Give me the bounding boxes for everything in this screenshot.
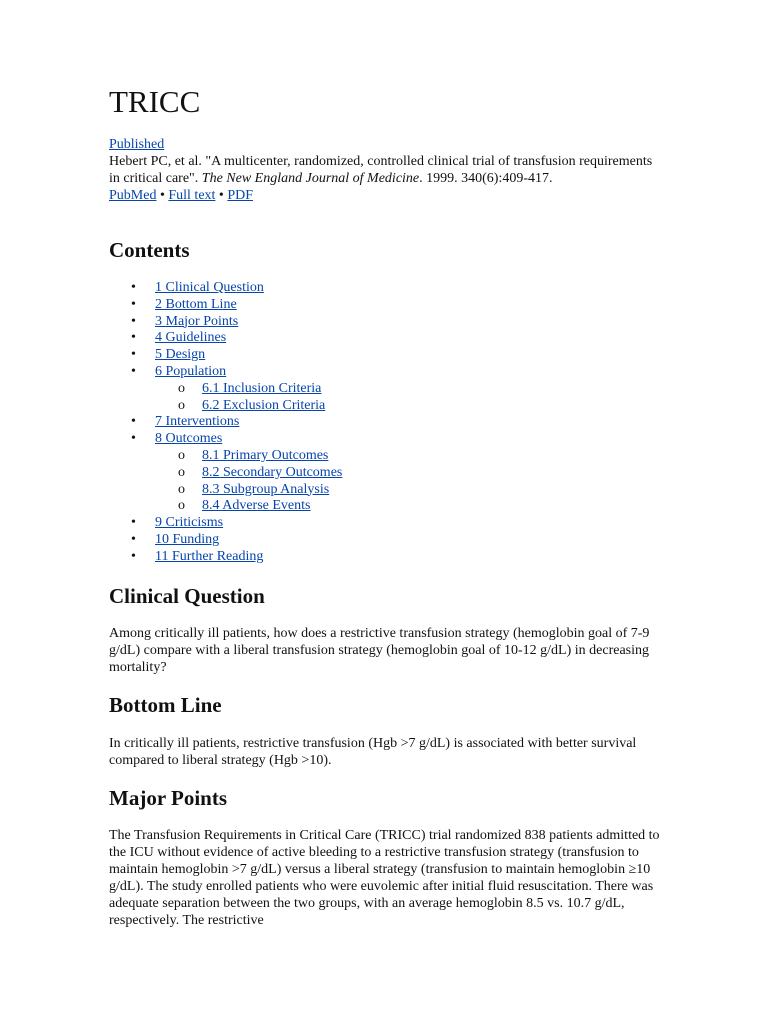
- toc-link[interactable]: 8.1 Primary Outcomes: [202, 447, 329, 463]
- page-title: TRICC: [109, 84, 201, 119]
- toc-link[interactable]: 6.1 Inclusion Criteria: [202, 380, 322, 396]
- bottom-line-heading: Bottom Line: [109, 693, 222, 717]
- toc-item: [109, 330, 342, 347]
- major-points-text: The Transfusion Requirements in Critical Care (TRICC) trial randomized 838 patients admitted to the ICU without evidence of active bleeding to a restrictive transfusion strategy (transfusion to maintain hemoglobin >7 g/dL) versus a liberal strategy (transfusion to maintain hemoglobin ≥10 g/dL). The study enrolled patients who were euvolemic after initial fluid resuscitation. There was adequate separation between the two groups, with an average hemoglobin 8.5 vs. 10.7 g/dL, respectively. The restrictive: [109, 828, 660, 928]
- toc-bullet: •: [131, 313, 136, 329]
- toc-subitem: [109, 398, 342, 415]
- toc-sub-bullet: o: [178, 380, 185, 396]
- toc-link[interactable]: 5 Design: [155, 347, 206, 363]
- citation-block: [109, 136, 664, 204]
- toc-sub-bullet: o: [178, 498, 185, 514]
- toc-bullet: •: [131, 414, 136, 430]
- link-separator: •: [156, 188, 169, 203]
- toc-item: [109, 414, 342, 431]
- major-points-section: [109, 827, 664, 929]
- citation-details: . 1999. 340(6):409-417.: [419, 171, 553, 186]
- toc-link[interactable]: 3 Major Points: [155, 313, 239, 329]
- citation-authors-title: Hebert PC, et al. "A multicenter, randomized, controlled clinical trial of transfusion requirements in critical care".: [109, 154, 653, 186]
- toc-item: [109, 314, 342, 331]
- fulltext-link[interactable]: Full text: [168, 188, 216, 203]
- toc-sub-bullet: o: [178, 397, 185, 413]
- bottom-line-text: In critically ill patients, restrictive transfusion (Hgb >7 g/dL) is associated with better survival compared to liberal strategy (Hgb >10).: [109, 736, 637, 768]
- toc-item: [109, 532, 342, 549]
- toc-subitem: [109, 482, 342, 499]
- toc-bullet: •: [131, 330, 136, 346]
- toc-link[interactable]: 4 Guidelines: [155, 330, 227, 346]
- toc-item: [109, 431, 342, 448]
- contents-heading: Contents: [109, 238, 190, 262]
- toc-bullet: •: [131, 531, 136, 547]
- clinical-question-section: [109, 625, 664, 676]
- major-points-heading: Major Points: [109, 786, 228, 810]
- toc-link[interactable]: 1 Clinical Question: [155, 280, 264, 295]
- toc-link[interactable]: 8.2 Secondary Outcomes: [202, 464, 343, 480]
- toc-link[interactable]: 8.3 Subgroup Analysis: [202, 481, 330, 497]
- toc-bullet: •: [131, 515, 136, 531]
- publication-links: [109, 187, 664, 204]
- pdf-link[interactable]: PDF: [227, 188, 254, 203]
- clinical-question-heading: Clinical Question: [109, 584, 265, 608]
- toc-link[interactable]: 8 Outcomes: [155, 431, 223, 447]
- toc-bullet: •: [131, 431, 136, 447]
- toc-item: [109, 297, 342, 314]
- toc-item: [109, 515, 342, 532]
- citation-text: [109, 153, 664, 187]
- published-link[interactable]: Published: [109, 137, 165, 152]
- link-separator: •: [215, 188, 228, 203]
- toc-sub-bullet: o: [178, 464, 185, 480]
- toc-item: [109, 280, 342, 297]
- toc-subitem: [109, 448, 342, 465]
- toc-sub-bullet: o: [178, 481, 185, 497]
- table-of-contents: [109, 280, 342, 566]
- toc-item: [109, 347, 342, 364]
- toc-subitem: [109, 381, 342, 398]
- toc-link[interactable]: 8.4 Adverse Events: [202, 498, 311, 514]
- toc-subitem: [109, 498, 342, 515]
- toc-sub-bullet: o: [178, 447, 185, 463]
- clinical-question-text: Among critically ill patients, how does a restrictive transfusion strategy (hemoglobin goal of 7-9 g/dL) compare with a liberal transfusion strategy (hemoglobin goal of 10-12 g/dL) in decreasing mortality?: [109, 626, 650, 675]
- toc-link[interactable]: 6 Population: [155, 363, 227, 379]
- toc-bullet: •: [131, 280, 136, 295]
- citation-journal: The New England Journal of Medicine: [201, 171, 420, 186]
- toc-link[interactable]: 9 Criticisms: [155, 515, 224, 531]
- toc-bullet: •: [131, 347, 136, 363]
- toc-item: [109, 549, 342, 566]
- toc-link[interactable]: 11 Further Reading: [155, 548, 264, 564]
- toc-link[interactable]: 10 Funding: [155, 531, 220, 547]
- pubmed-link[interactable]: PubMed: [109, 188, 157, 203]
- toc-bullet: •: [131, 296, 136, 312]
- toc-item: [109, 364, 342, 381]
- toc-link[interactable]: 6.2 Exclusion Criteria: [202, 397, 326, 413]
- toc-subitem: [109, 465, 342, 482]
- toc-bullet: •: [131, 548, 136, 564]
- toc-link[interactable]: 7 Interventions: [155, 414, 240, 430]
- toc-bullet: •: [131, 363, 136, 379]
- bottom-line-section: [109, 735, 664, 769]
- toc-link[interactable]: 2 Bottom Line: [155, 296, 237, 312]
